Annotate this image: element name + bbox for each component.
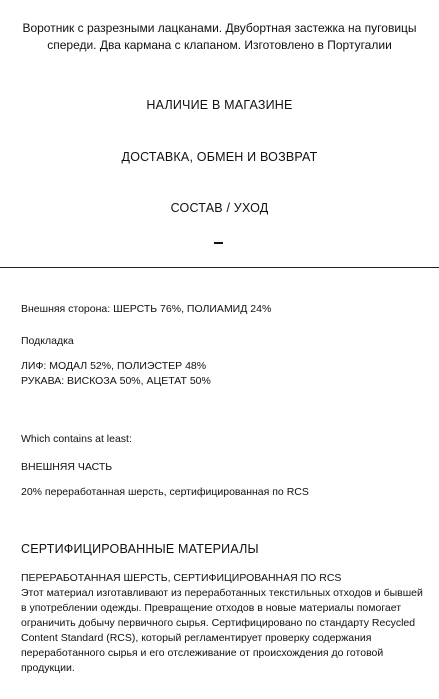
certified-material-title: ПЕРЕРАБОТАННАЯ ШЕРСТЬ, СЕРТИФИЦИРОВАННАЯ ПО RCS bbox=[21, 572, 342, 584]
collapse-icon[interactable] bbox=[214, 242, 223, 244]
certified-materials-heading bbox=[21, 542, 423, 557]
lining-section bbox=[21, 334, 423, 349]
composition-outer-text bbox=[21, 302, 423, 317]
outer-composition: Внешняя сторона: ШЕРСТЬ 76%, ПОЛИАМИД 24% bbox=[21, 303, 272, 315]
lining-body-composition: ЛИФ: МОДАЛ 52%, ПОЛИЭСТЕР 48% bbox=[21, 360, 207, 372]
composition-care-toggle[interactable]: СОСТАВ / УХОД bbox=[170, 201, 269, 215]
contains-at-least-label: Which contains at least: bbox=[21, 433, 132, 445]
certified-material-text: Этот материал изготавливают из переработанных текстильных отходов и бывшей в употреблении одежды. Превращение отходов в новые материалы помогает ограничить добычу первичного сырья. Сертифицировано по стандарту Recycled Content Standard (RCS), который регламентирует проверку содержания переработанного сырья и его отслеживание от происхождения до готовой продукции. bbox=[21, 587, 423, 674]
lining-label: Подкладка bbox=[21, 335, 74, 347]
lining-sleeves-composition: РУКАВА: ВИСКОЗА 50%, АЦЕТАТ 50% bbox=[21, 375, 211, 387]
outer-part-section bbox=[21, 460, 423, 475]
contains-at-least-section bbox=[21, 432, 423, 447]
lining-details bbox=[21, 359, 423, 389]
product-details-panel bbox=[0, 0, 439, 268]
certified-material-block bbox=[21, 571, 423, 676]
availability-in-store-link[interactable]: НАЛИЧИЕ В МАГАЗИНЕ bbox=[146, 98, 293, 112]
delivery-exchange-return-link[interactable]: ДОСТАВКА, ОБМЕН И ВОЗВРАТ bbox=[121, 150, 318, 164]
certified-heading: СЕРТИФИЦИРОВАННЫЕ МАТЕРИАЛЫ bbox=[21, 542, 259, 556]
product-description: Воротник с разрезными лацканами. Двубортная застежка на пуговицы спереди. Два кармана с клапаном. Изготовлено в Португалии bbox=[22, 21, 417, 52]
recycled-wool-line bbox=[21, 485, 423, 500]
outer-part-label: ВНЕШНЯЯ ЧАСТЬ bbox=[21, 461, 113, 473]
outer-part-value: 20% переработанная шерсть, сертифицированная по RCS bbox=[21, 486, 309, 498]
